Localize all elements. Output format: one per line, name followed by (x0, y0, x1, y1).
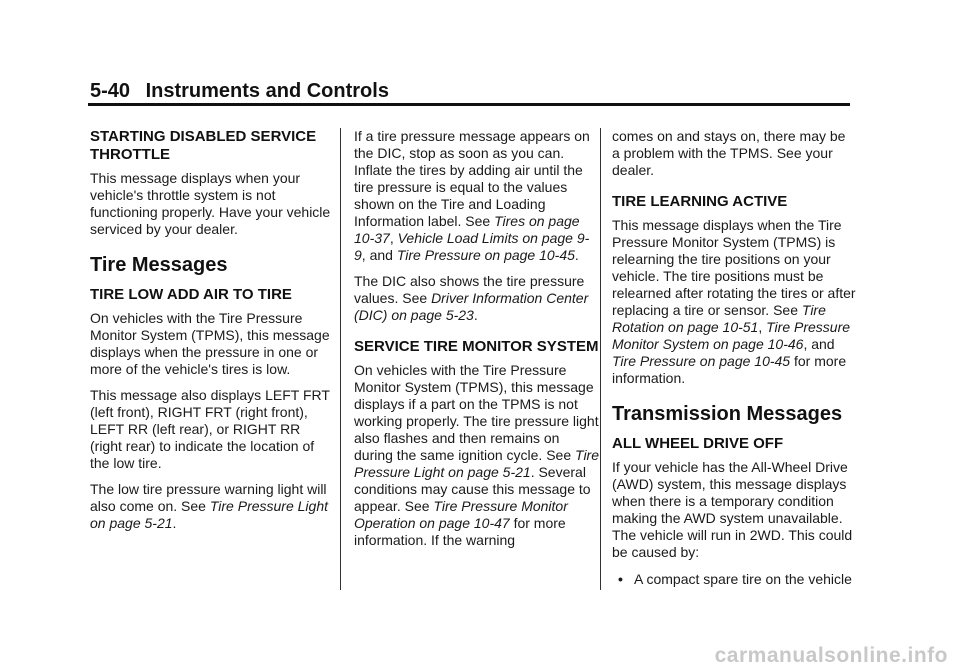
column-3 (612, 128, 857, 588)
list-item: • A compact spare tire on the vehicle (612, 571, 857, 588)
section-title: Instruments and Controls (145, 80, 389, 102)
heading-tire-low: TIRE LOW ADD AIR TO TIRE (90, 286, 292, 303)
text: The DIC also shows the tire pressure values. See (354, 273, 585, 306)
cause-list (612, 571, 857, 588)
heading-tire-messages: Tire Messages (90, 254, 228, 276)
heading-tire-learning: TIRE LEARNING ACTIVE (612, 193, 788, 210)
page-reference: Driver Information Center (DIC) on page 5-23 (354, 290, 589, 323)
text: , and (361, 247, 397, 263)
paragraph-awd: If your vehicle has the All-Wheel Drive (AWD) system, this message displays when there is a temporary condition making the AWD system unavailable. The vehicle will run in 2WD. This could be caused by: (612, 459, 853, 560)
page-reference: Tire Pressure Light on page 5-21 (90, 498, 329, 531)
page-reference: Tires on page 10-37 (354, 213, 580, 246)
text: On vehicles with the Tire Pressure Monitor System (TPMS), this message displays if a part on the TPMS is not working properly. The tire pressure light also flashes and then remains on during the same ignition cycle. See (354, 362, 599, 463)
page-reference: Tire Pressure Monitor Operation on page 10-47 (354, 498, 568, 531)
text: The low tire pressure warning light will also come on. See (90, 481, 327, 514)
column-divider-2 (600, 128, 601, 590)
heading-service-tire-monitor: SERVICE TIRE MONITOR SYSTEM (354, 338, 599, 355)
text: , and (803, 336, 835, 352)
text: for more information. If the warning (354, 515, 566, 548)
paragraph-starting-disabled: This message displays when your vehicle's throttle system is not functioning properly. Have your vehicle serviced by your dealer. (90, 170, 331, 237)
page-reference: Tire Rotation on page 10-51 (612, 302, 826, 335)
paragraph-continued: comes on and stays on, there may be a problem with the TPMS. See your dealer. (612, 128, 846, 178)
column-2 (354, 128, 599, 558)
text: for more information. (612, 353, 847, 386)
paragraph-service-tire-monitor (354, 362, 599, 549)
text: . (473, 307, 478, 323)
page-header (90, 80, 389, 103)
heading-starting-disabled: STARTING DISABLED SERVICE THROTTLE (90, 128, 317, 163)
text: If a tire pressure message appears on the DIC, stop as soon as you can. Inflate the tires by adding air until the tire pressure is equal to the values shown on the Tire and Loading Information label. See (354, 128, 590, 229)
heading-all-wheel-drive-off: ALL WHEEL DRIVE OFF (612, 435, 784, 452)
page-reference: Vehicle Load Limits on page 9-9 (354, 230, 590, 263)
page-reference: Tire Pressure on page 10-45 (396, 247, 575, 263)
header-rule (88, 103, 850, 106)
column-1 (90, 128, 335, 541)
paragraph-tire-low-2: This message also displays LEFT FRT (left front), RIGHT FRT (right front), LEFT RR (left rear), or RIGHT RR (right rear) to indicate the location of the low tire. (90, 387, 330, 471)
page-number: 5-40 (90, 80, 131, 102)
text: . (172, 515, 177, 531)
page-reference: Tire Pressure Light on page 5-21 (354, 447, 600, 480)
text: . (574, 247, 579, 263)
column-divider-1 (340, 128, 341, 590)
heading-transmission-messages: Transmission Messages (612, 403, 843, 425)
watermark: carmanualsonline.info (714, 644, 948, 667)
text: . Several conditions may cause this message to appear. See (354, 464, 591, 514)
text: This message displays when the Tire Pressure Monitor System (TPMS) is relearning the tire positions on your vehicle. The tire positions must be relearned after rotating the tires or after replacing a tire or sensor. See (612, 217, 856, 318)
text: , (389, 230, 398, 246)
page-reference: Tire Pressure Monitor System on page 10-46 (612, 319, 851, 352)
paragraph-dic-stop (354, 128, 599, 264)
page-reference: Tire Pressure on page 10-45 (612, 353, 791, 369)
paragraph-tire-low-3 (90, 481, 335, 532)
paragraph-tire-low-1: On vehicles with the Tire Pressure Monitor System (TPMS), this message displays when the pressure in one or more of the vehicle's tires is low. (90, 310, 330, 377)
paragraph-tire-learning (612, 217, 857, 387)
text: , (758, 319, 767, 335)
paragraph-dic-values (354, 273, 599, 324)
